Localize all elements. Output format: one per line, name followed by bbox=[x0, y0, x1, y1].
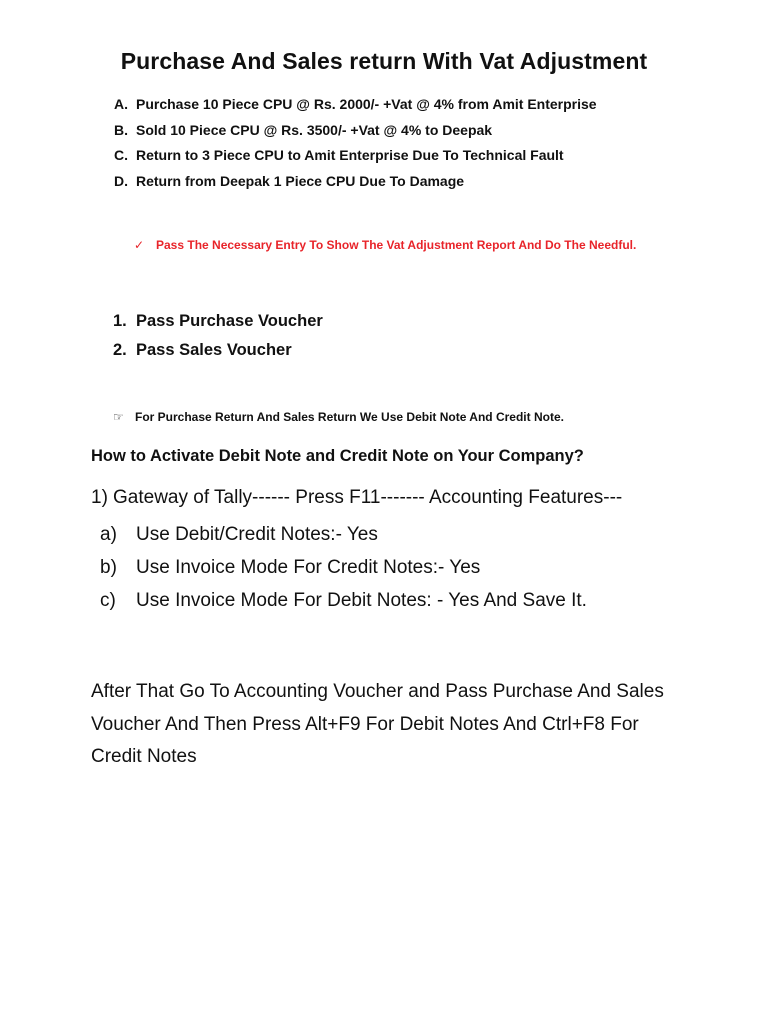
note-text: For Purchase Return And Sales Return We Use Debit Note And Credit Note. bbox=[135, 410, 564, 424]
list-marker: 1) bbox=[91, 487, 108, 508]
list-item bbox=[114, 143, 597, 169]
list-marker: C. bbox=[114, 147, 128, 164]
list-item bbox=[100, 551, 587, 584]
closing-paragraph: After That Go To Accounting Voucher and Pass Purchase And Sales Voucher And Then Press Alt+F9 For Debit Notes And Ctrl+F8 For Credit Notes bbox=[91, 681, 664, 767]
page-title: Purchase And Sales return With Vat Adjustment bbox=[120, 48, 648, 74]
list-marker: c) bbox=[100, 590, 116, 611]
features-list bbox=[100, 518, 587, 617]
instruction-line bbox=[134, 238, 636, 252]
section-question: How to Activate Debit Note and Credit Note on Your Company? bbox=[91, 447, 584, 465]
list-item bbox=[113, 336, 323, 365]
list-item bbox=[114, 169, 597, 195]
list-item-text: Use Invoice Mode For Credit Notes:- Yes bbox=[136, 557, 481, 578]
steps-list bbox=[113, 307, 323, 365]
list-marker: 2. bbox=[113, 341, 127, 359]
list-item-text: Use Invoice Mode For Debit Notes: - Yes And Save It. bbox=[136, 590, 587, 611]
list-item-text: Sold 10 Piece CPU @ Rs. 3500/- +Vat @ 4% to Deepak bbox=[136, 121, 493, 138]
list-item-text: Purchase 10 Piece CPU @ Rs. 2000/- +Vat @ 4% from Amit Enterprise bbox=[136, 96, 597, 112]
list-item bbox=[114, 118, 597, 144]
list-item-text: Pass Sales Voucher bbox=[136, 341, 292, 359]
list-marker: B. bbox=[114, 121, 128, 138]
list-item bbox=[114, 92, 597, 118]
note-line bbox=[113, 410, 564, 424]
list-item-text: Return from Deepak 1 Piece CPU Due To Damage bbox=[136, 173, 465, 190]
pointing-hand-icon: ☞ bbox=[113, 410, 124, 424]
transaction-list bbox=[114, 92, 597, 195]
list-item bbox=[100, 584, 587, 617]
list-item bbox=[113, 307, 323, 336]
list-item-text: Return to 3 Piece CPU to Amit Enterprise Due To Technical Fault bbox=[136, 147, 564, 164]
list-item bbox=[100, 518, 587, 551]
checkmark-icon: ✓ bbox=[134, 238, 145, 252]
instruction-text: Pass The Necessary Entry To Show The Vat Adjustment Report And Do The Needful. bbox=[156, 238, 637, 252]
list-item-text: Pass Purchase Voucher bbox=[136, 312, 323, 330]
list-item-text: Use Debit/Credit Notes:- Yes bbox=[136, 524, 378, 545]
gateway-step bbox=[91, 487, 622, 509]
list-marker: b) bbox=[100, 557, 117, 578]
list-marker: 1. bbox=[113, 312, 127, 330]
list-marker: a) bbox=[100, 524, 117, 545]
gateway-text: Gateway of Tally------ Press F11------- Accounting Features--- bbox=[113, 487, 623, 508]
list-marker: A. bbox=[114, 96, 128, 112]
list-marker: D. bbox=[114, 173, 128, 190]
